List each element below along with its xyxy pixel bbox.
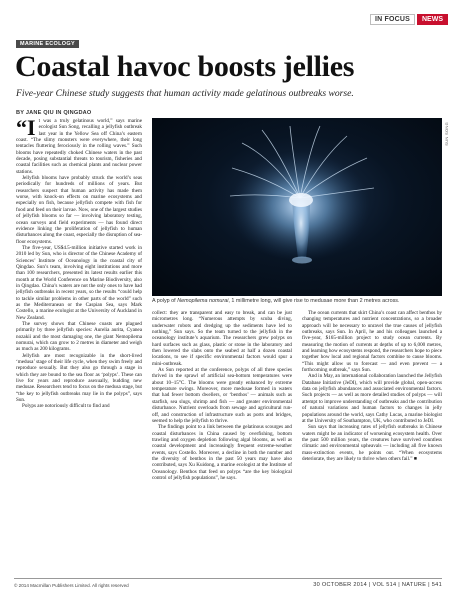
article-column-3 [302, 310, 442, 572]
paragraph: The five-year, US$4.5-million initiative started work in 2010 led by Sun, who is director of the Chinese Academy of Sciences’ Institute of Oceanology in the coastal city of Qingdao. Sun’s team, involving eight institutions and more than 100 researchers, presented its latest results earlier this month at the World Conference on Marine Biodiversity, also in Qingdao. China’s waters are not the only ones to have had jellyfish outbreaks in recent years, so the results “could help to tackle similar problems in other parts of the world” such as the Mediterranean or the Caspian Sea, says Mark Costello, a marine ecologist at the University of Auckland in New Zealand. [16, 244, 142, 321]
standfirst: Five-year Chinese study suggests that human activity made gelatinous outbreaks worse. [16, 88, 354, 99]
paragraph: Jellyfish are most recognizable in the short-lived ‘medusa’ stage of their life cycle, when they swim freely and reproduce sexually. But they also go through a stage in which they are bound to the sea floor as ‘polyps’. These can live for years and reproduce asexually, budding new medusae. Researchers tend to focus on the medusa stage, but “the key to jellyfish outbreaks may lie in the polyps”, says Sun. [16, 352, 142, 404]
caption-prefix: A polyp of [152, 298, 178, 304]
polyp-illustration [152, 118, 442, 296]
paragraph: Polyps are notoriously difficult to find and [22, 403, 110, 410]
paragraph: collect: they are transparent and easy to break, and can be just micrometres long. “Numerous attempts by scuba diving, underwater robots and dredging up the sediments have led to nothing,” Sun says. So the team turned to the jellyfish in the oceanology institute’s aquarium. The researchers grew polyps on hard surfaces such as glass, plastic or stone in the laboratory and then lowered the slabs onto the seabed at half a dozen coastal locations, to see if specific environmental factors would spur a mini-outbreak. [152, 310, 292, 367]
in-focus-tag[interactable]: IN FOCUS [370, 14, 415, 25]
photo-caption [152, 298, 442, 305]
copyright-notice: © 2014 Macmillan Publishers Limited. All rights reserved [14, 583, 129, 588]
paragraph: The ocean currents that skirt China’s coast can affect benthos by changing temperatures and nutrient concentrations, so a broader approach will be necessary to unravel the true causes of jellyfish outbreaks, says Sun. In April, he and his colleagues launched a five-year, $165-million project to study ocean currents. By measuring the motion of currents at depths of up to 6,000 metres, and learning how ecosystems respond, the researchers hope to piece together how local and regional factors combine to cause blooms. “This might allow us to forecast — and even prevent — a forthcoming outbreak,” says Sun. [302, 310, 442, 374]
page-title: Coastal havoc boosts jellies [15, 50, 355, 83]
paragraph: The survey shows that Chinese coasts are plagued primarily by three jellyfish species: Aurelia aurita, Cyanea nozakii and the most damaging one, the giant Nemopilema nomurai, which can grow to 2 metres in diameter and weigh as much as 200 kilograms. [16, 321, 142, 353]
article-column-2 [152, 310, 292, 572]
jellyfish-polyp-photo [152, 118, 442, 296]
lead-paragraph-text: t was a truly gelatinous world,” says marine ecologist Sun Song, recalling a jellyfish outbreak last year in the Yellow Sea off China’s eastern coast. “The slimy monsters were everywhere, their long tentacles fluttering ferociously in the rolling waves.” Such blooms have repeatedly choked Chinese waters in the past decade, posing substantial threats to tourism, fisheries and coastal facilities such as chemical plants and nuclear power stations. [16, 118, 142, 175]
article-column-1 [16, 118, 142, 572]
lead-paragraph [16, 118, 142, 175]
dropcap: “I [16, 118, 36, 140]
paragraph: The findings point to a link between the gelatinous scourges and coastal disturbances in China caused by overfishing, bottom trawling and oxygen depletion following algal blooms, as well as coastal development and increasingly frequent extreme-weather events, says Costello. Moreover, a decline in both the number and the diversity of benthos in the past 50 years may have also contributed, says Xu Kuidong, a marine ecologist at the Institute of Oceanology. Benthos that feed on polyps “are the key biological control of jellyfish populations”, he says. [152, 424, 292, 481]
byline: BY JANE QIU IN QINGDAO [16, 110, 92, 116]
photo-credit: SUN SONG [444, 122, 449, 146]
paragraph: Sun says that increasing rates of jellyfish outbreaks in Chinese waters might be an indicator of worsening ecosystem health. Over the past 500 million years, the creatures have survived countless climatic and environmental upheavals — including all five known mass-extinction events, he points out. “When ecosystems deteriorate, they are likely to thrive when others fail.” ■ [302, 424, 442, 462]
caption-species: Nemopilema nomurai [177, 298, 229, 304]
caption-rest: , 1 millimetre long, will give rise to medusae more than 2 metres across. [228, 298, 400, 304]
page-footer [14, 578, 442, 588]
header-tags [370, 14, 448, 25]
news-tag[interactable]: NEWS [417, 14, 448, 25]
paragraph: As Sun reported at the conference, polyps of all three species thrived in the sprawl of artificial sea-bottom temperatures were about 10–15°C. The blooms were greatly enhanced by extreme temperature swings. Moreover, more medusae formed in waters that had fewer bottom dwellers, or ‘benthos’ — animals such as starfish, sea slugs, shrimp and fish — and greater environmental disturbance. Nutrient overloads from sewage and agricultural run-off, and construction of infrastructure such as ports and bridges, seemed to help the jellyfish to thrive. [152, 367, 292, 424]
section-label: MARINE ECOLOGY [16, 40, 79, 48]
folio: 30 OCTOBER 2014 | VOL 514 | NATURE | 541 [313, 582, 442, 588]
paragraph: And in May, an international collaboration launched the Jellyfish Database Initiative (JeDI), which will provide global, open-access data on jellyfish abundances and associated environmental factors. Such projects — as well as more detailed studies of polyps — will attempt to improve understanding of outbreaks and the contribution of natural variations and human factors to changes in jelly populations around the world, says Cathy Lucas, a marine biologist at the University of Southampton, UK, who contributed to JeDI. [302, 373, 442, 424]
paragraph: Jellyfish blooms have probably struck the world’s seas periodically for hundreds of millions of years. But researchers suspect that human activity has made them worse, with knock-on effects on marine ecosystems and especially on fish, because jellyfish compete with fish for food and feed on their larvae. Now, one of the largest studies of jellyfish blooms so far — involving laboratory testing, ocean surveys and field experiments — has found direct evidence linking the proliferation of jellyfish to human disturbances along the coast, especially the disruption of sea-floor ecosystems. [16, 175, 142, 245]
